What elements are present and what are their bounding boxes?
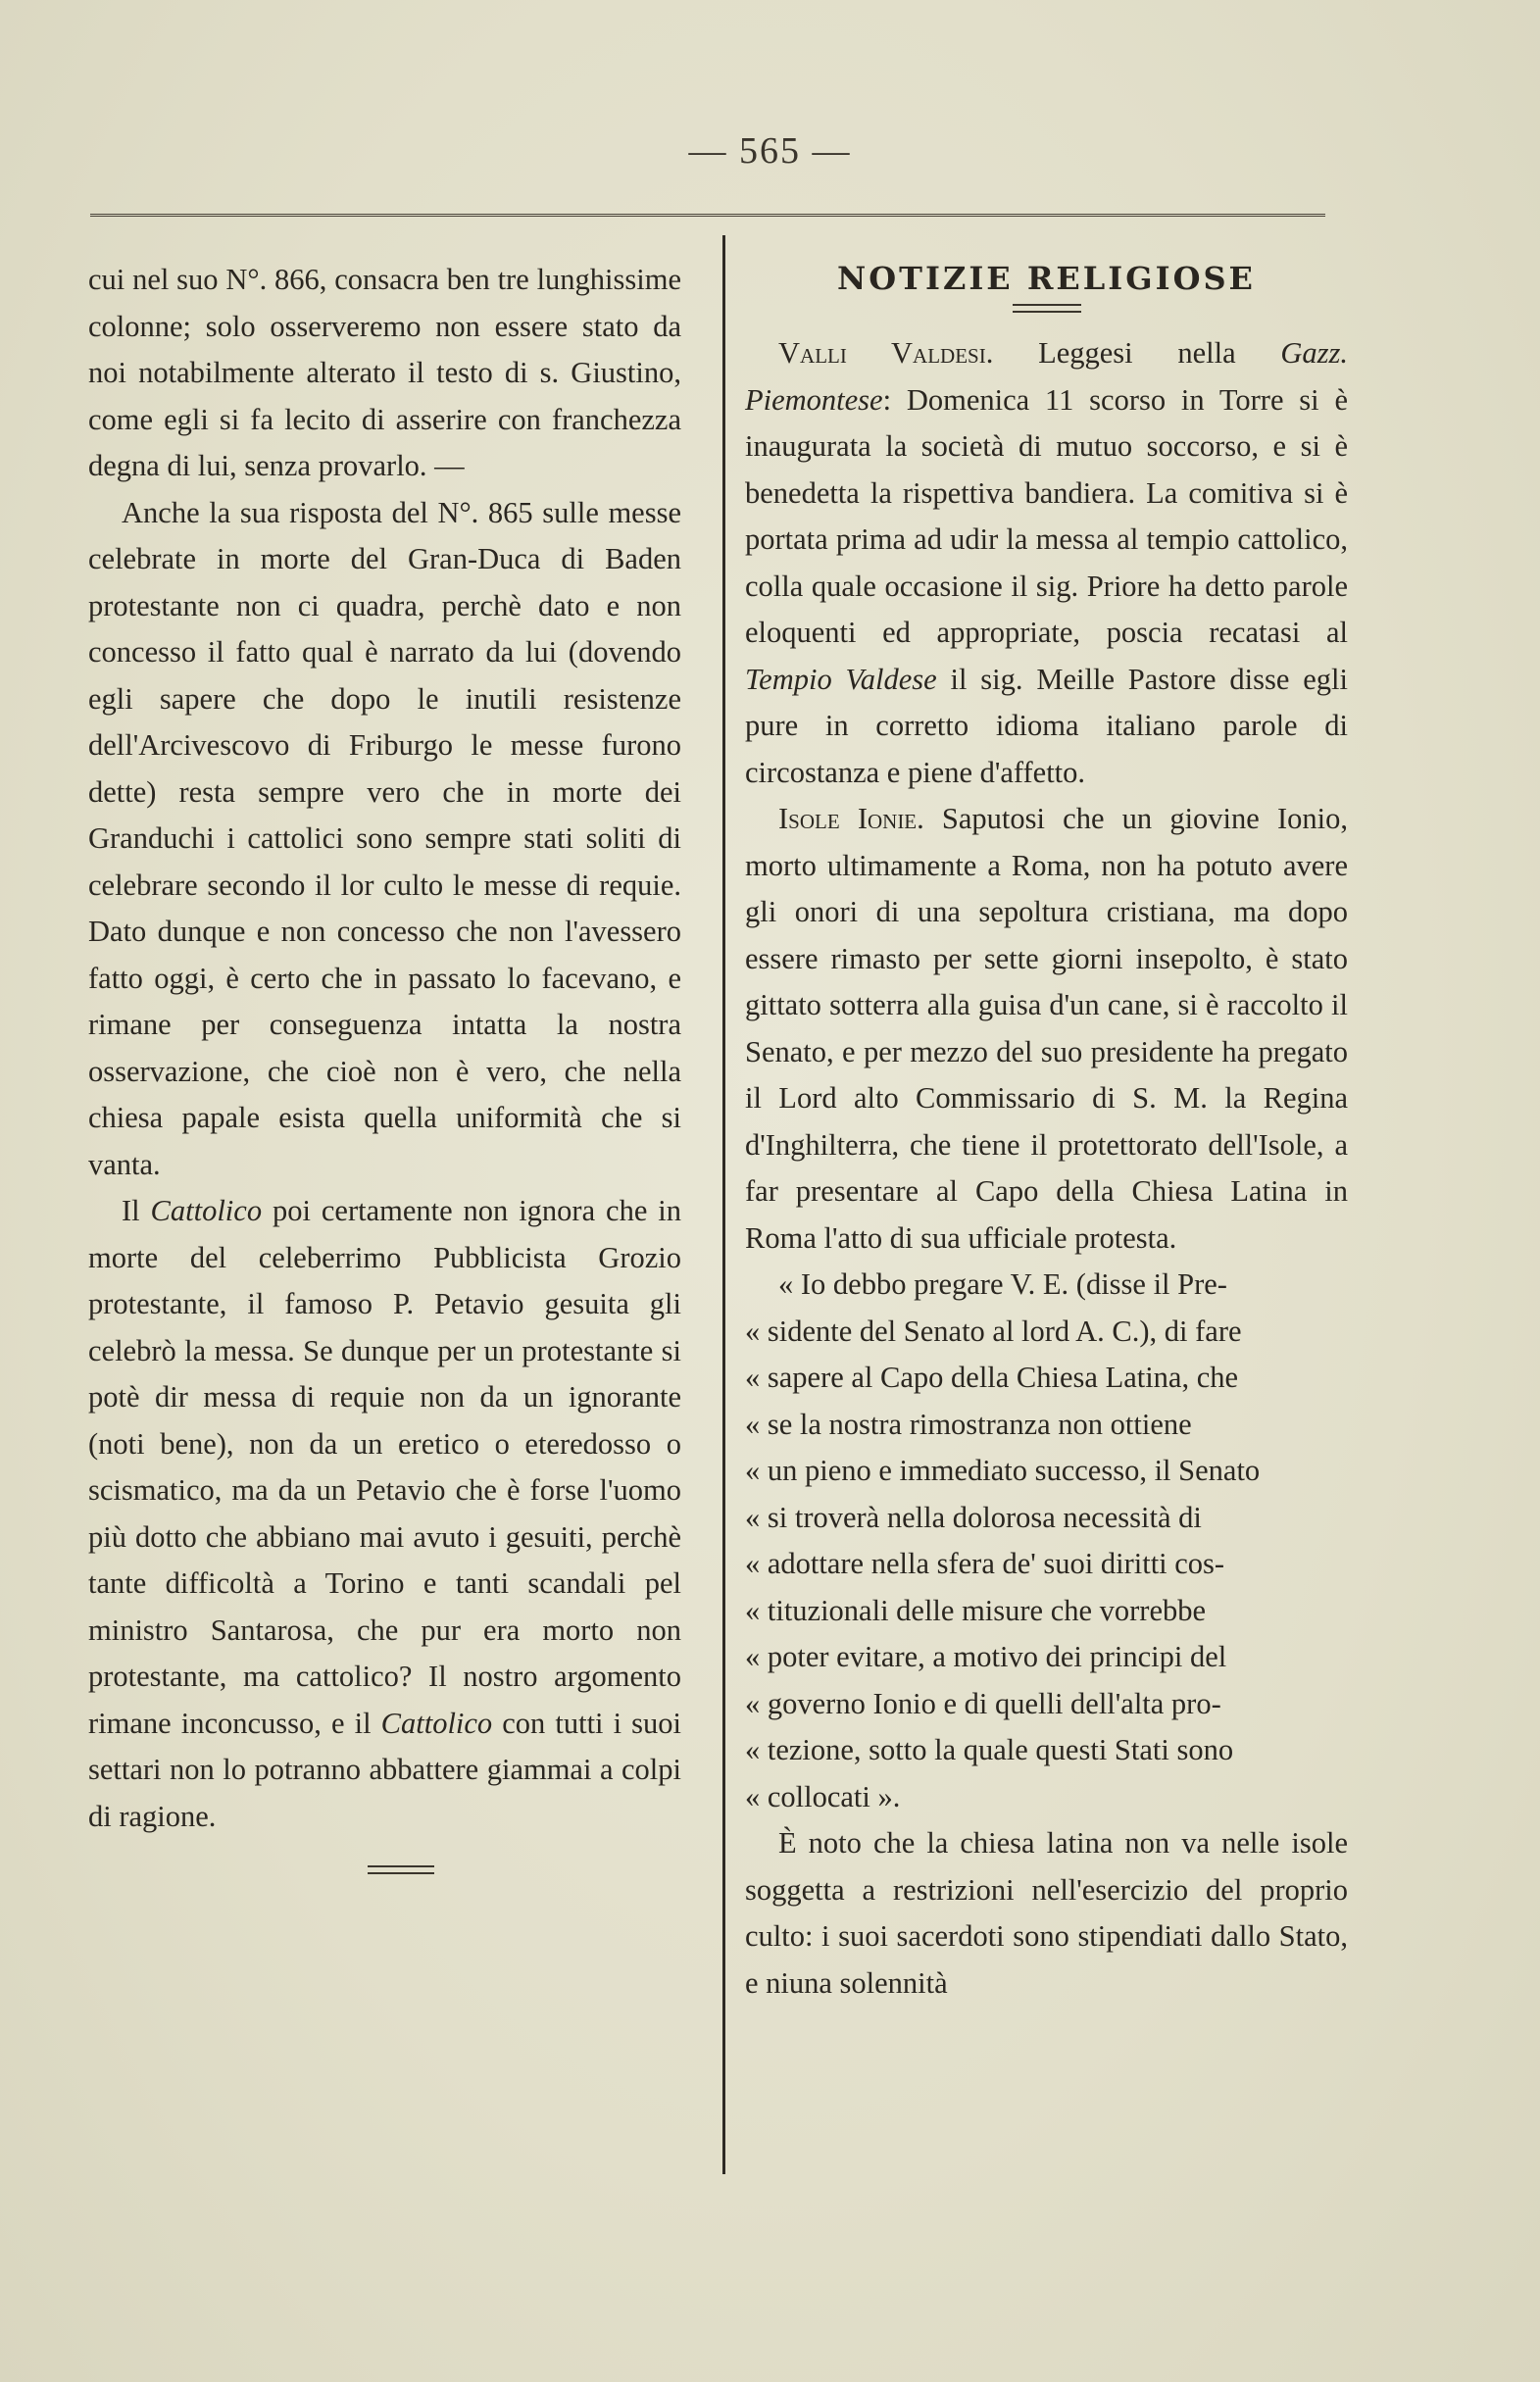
column-divider (722, 235, 725, 2174)
italic-run: Tempio Valdese (745, 662, 937, 696)
quote-line: « si troverà nella dolorosa necessità di (745, 1500, 1202, 1534)
section-title: NOTIZIE RELIGIOSE (837, 260, 1256, 297)
quote-line: « adottare nella sfera de' suoi diritti cos- (745, 1547, 1225, 1580)
news-valli-valdesi (745, 330, 1348, 796)
quote-line: « se la nostra rimostranza non ottiene (745, 1407, 1192, 1441)
right-column (745, 257, 1348, 2007)
left-paragraph-3 (88, 1188, 681, 1840)
quote-line: « collocati ». (745, 1779, 901, 1813)
italic-run: Gazz. Piemontese (745, 336, 1348, 417)
title-rule (1013, 304, 1081, 313)
closing-paragraph: È noto che la chiesa latina non va nelle isole soggetta a restrizioni nell'esercizio del proprio culto: i suoi sacerdoti sono stipendiati dallo Stato, e niuna solennità (745, 1826, 1348, 2000)
page-number: — 565 — (688, 130, 852, 172)
quote-line: « un pieno e immediato successo, il Senato (745, 1454, 1261, 1487)
quote-line: « sidente del Senato al lord A. C.), di fare (745, 1314, 1242, 1348)
text-run: il sig. Meille Pastore disse egli pure in corretto idioma italiano parole di circostanza e piene d'affetto. (745, 662, 1348, 789)
left-column (88, 257, 681, 1874)
left-paragraph-2: Anche la sua risposta del N°. 865 sulle messe celebrate in morte del Gran-Duca di Baden protestante non ci quadra, perchè dato e non concesso il fatto qual è narrato da lui (dovendo egli sapere che dopo le inutili resistenze dell'Arcivescovo di Friburgo le messe furono dette) resta sempre vero che in morte dei Granduchi i cattolici sono sempre stati soliti di celebrare secondo il lor culto le messe di requie. Dato dunque e non concesso che non l'avessero fatto oggi, è certo che in passato lo facevano, e rimane per conseguenza intatta la nostra osservazione, che cioè non è vero, che nella chiesa papale esista quella uniformità che si vanta. (88, 495, 681, 1181)
text-run: Leggesi nella (993, 336, 1281, 370)
senate-quote (745, 1262, 1348, 1820)
quote-line: « governo Ionio e di quelli dell'alta pro- (745, 1686, 1221, 1720)
text-run: poi certamente non ignora che in morte del celeberrimo Pubblicista Grozio protestante, il famoso P. Petavio gesuita gli celebrò la messa. Se dunque per un protestante si potè dir messa di requie non da un ignorante (noti bene), non da un eretico o eteredosso o scismatico, ma da un Petavio che è forse l'uomo più dotto che abbiano mai avuto i gesuiti, perchè tante difficoltà a Torino e tanti scandali pel ministro Santarosa, che pur era morto non protestante, ma cattolico? Il nostro argomento rimane inconcusso, e il (88, 1194, 681, 1740)
news-heading: Valli Valdesi. (778, 336, 994, 370)
italic-run: Cattolico (380, 1706, 493, 1740)
end-rule (368, 1865, 434, 1874)
text-run: Il (122, 1194, 151, 1227)
quote-line: « poter evitare, a motivo dei principi del (745, 1640, 1227, 1673)
header-rule (90, 214, 1325, 217)
italic-run: Cattolico (150, 1194, 263, 1227)
text-run: con tutti i suoi settari non lo potranno abbattere giammai a colpi di ragione. (88, 1706, 682, 1833)
left-paragraph-1: cui nel suo N°. 866, consacra ben tre lunghissime colonne; solo osserveremo non essere stato da noi notabilmente alterato il testo di s. Giustino, come egli si fa lecito di asserire con franchezza degna di lui, senza provarlo. — (88, 263, 681, 482)
quote-line: « tezione, sotto la quale questi Stati sono (745, 1733, 1234, 1766)
quote-line: « sapere al Capo della Chiesa Latina, che (745, 1361, 1239, 1394)
news-isole-ionie (745, 796, 1348, 1262)
text-run: : Domenica 11 scorso in Torre si è inaugurata la società di mutuo soccorso, e si è benedetta la rispettiva bandiera. La comitiva si è portata prima ad udir la messa al tempio cattolico, colla quale occasione il sig. Priore ha detto parole eloquenti ed appropriate, poscia recatasi al (745, 382, 1348, 649)
quote-line: « tituzionali delle misure che vorrebbe (745, 1593, 1207, 1627)
quote-line: « Io debbo pregare V. E. (disse il Pre- (778, 1267, 1227, 1301)
text-run: Saputosi che un giovine Ionio, morto ultimamente a Roma, non ha potuto avere gli onori di una sepoltura cristiana, ma dopo essere rimasto per sette giorni insepolto, è stato gittato sotterra alla guisa d'un cane, si è raccolto il Senato, e per mezzo del suo presidente ha pregato il Lord alto Commissario di S. M. la Regina d'Inghilterra, che tiene il protettorato dell'Isole, a far presentare al Capo della Chiesa Latina in Roma l'atto di sua ufficiale protesta. (745, 802, 1348, 1255)
news-heading: Isole Ionie. (778, 802, 924, 835)
